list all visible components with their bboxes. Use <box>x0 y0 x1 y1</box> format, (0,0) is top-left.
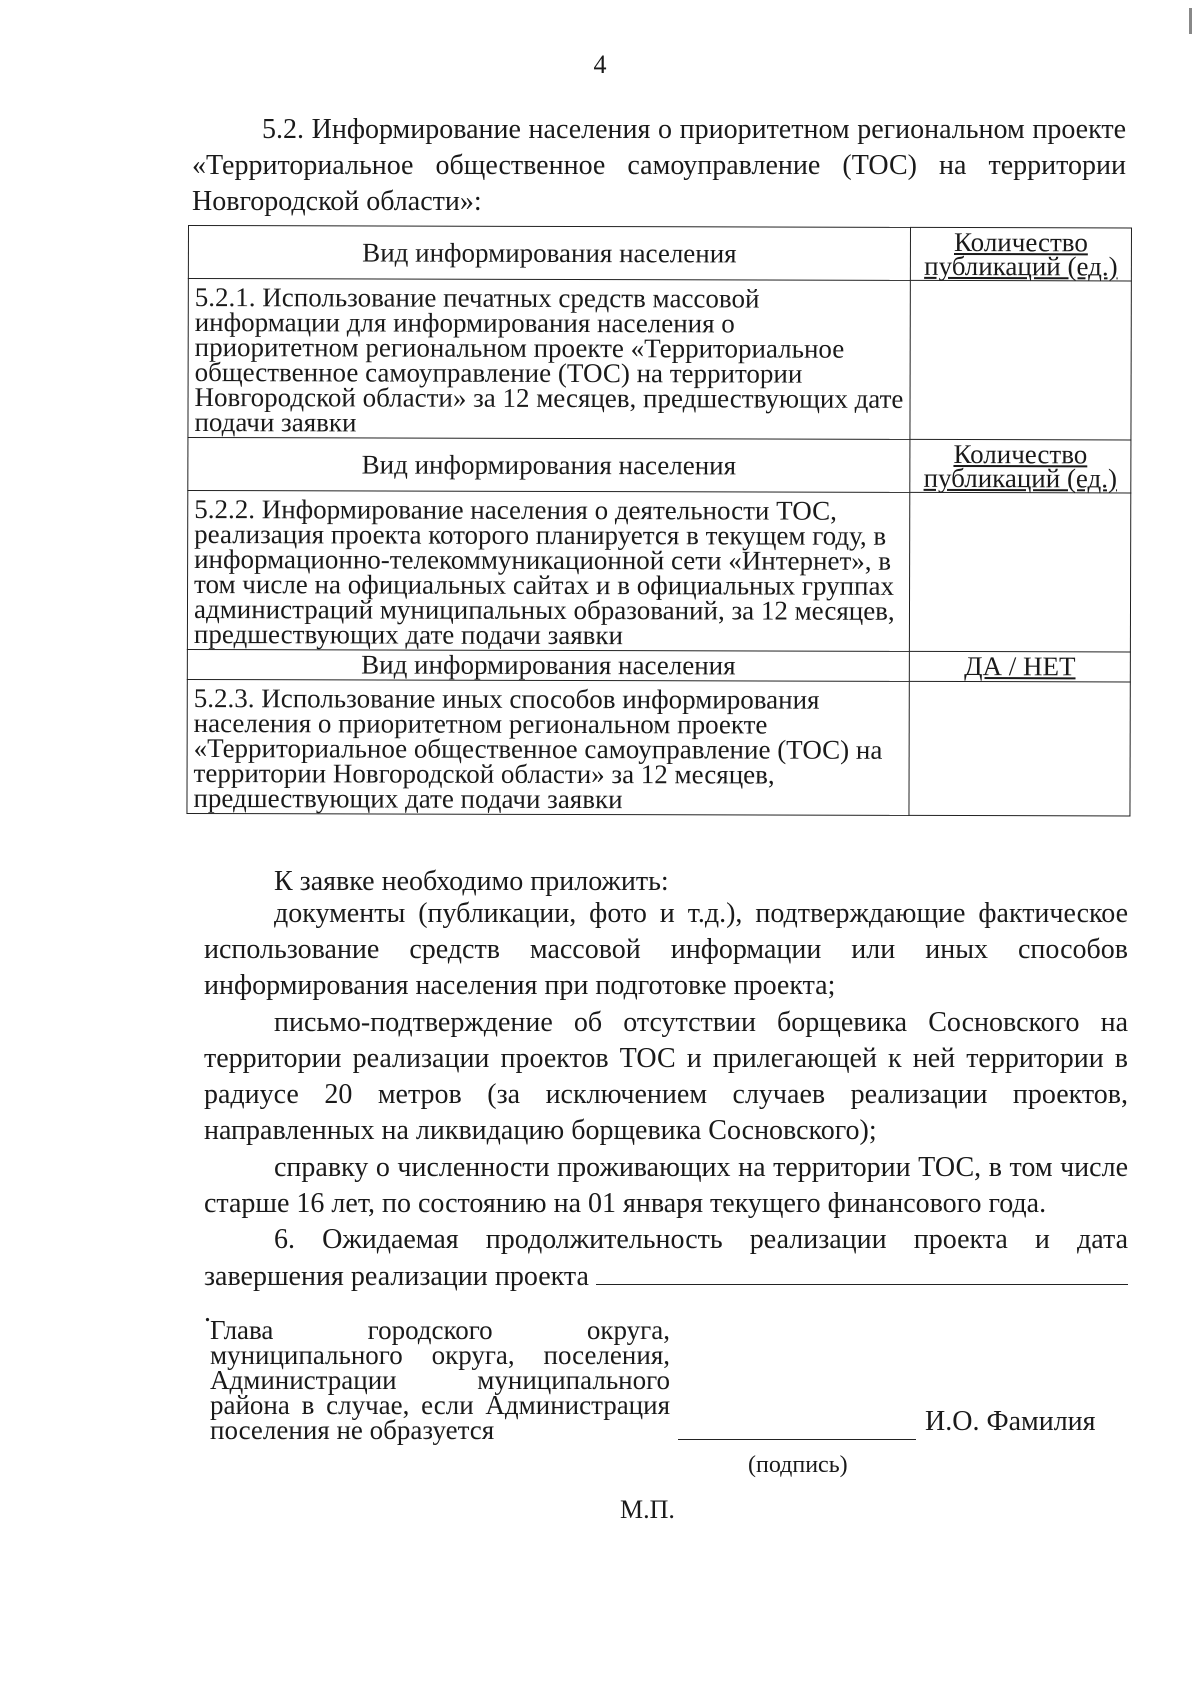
item-5-2-1-value-cell[interactable] <box>910 280 1131 440</box>
table-row <box>187 679 1130 815</box>
item-5-2-2-description: 5.2.2. Информирование населения о деятельности ТОС, реализация проекта которого планируется в текущем году, в информационно-телекоммуникационной сети «Интернет», в том числе на официальных сайтах и в официальных группах администраций муниципальных образований, за 12 месяцев, предшествующих дате подачи заявки <box>187 491 909 652</box>
item-6-end-mark: . <box>204 1297 211 1328</box>
item-5-2-1-description: 5.2.1. Использование печатных средств массовой информации для информирования населения о приоритетном региональном проекте «Территориальное общественное самоуправление (ТОС) на территории Новгородской области» за 12 месяцев, предшествующих дате подачи заявки <box>188 279 910 440</box>
page-number: 4 <box>593 50 607 79</box>
table-row <box>187 491 1130 652</box>
item-6-text: 6. Ожидаемая продолжительность реализации проекта и дата завершения реализации проекта <box>204 1224 1128 1292</box>
info-type-header: Вид информирования населения <box>188 438 910 493</box>
table-header-row <box>187 649 1130 681</box>
item-5-2-3-description: 5.2.3. Использование иных способов информирования населения о приоритетном региональном проекте «Территориальное общественное самоуправление (ТОС) на территории Новгородской области» за 12 месяцев, предшествующих дате подачи заявки <box>187 679 909 815</box>
attachment-letter: письмо-подтверждение об отсутствии борщевика Сосновского на территории реализации проектов ТОС и прилегающей к ней территории в радиусе 20 метров (за исключением случаев реализации проектов, направленных на ликвидацию борщевика Сосновского); <box>204 1007 1128 1146</box>
info-type-header: Вид информирования населения <box>188 226 910 281</box>
section-5-2-intro: 5.2. Информирование населения о приоритетном региональном проекте «Территориальное общественное самоуправление (ТОС) на территории Новгородской области»: <box>192 114 1126 217</box>
attachments-title: К заявке необходимо приложить: <box>274 866 669 897</box>
table-row <box>188 279 1131 440</box>
stamp-place-label: М.П. <box>620 1495 675 1524</box>
info-type-header: Вид информирования населения <box>187 649 909 681</box>
count-header-line-2: публикаций (ед.) <box>924 250 1118 282</box>
yes-no-header: ДА / НЕТ <box>909 651 1130 682</box>
signature-line[interactable] <box>678 1439 916 1440</box>
publication-count-header <box>910 439 1131 493</box>
attachment-documents: документы (публикации, фото и т.д.), подтверждающие фактическое использование средств массовой информации или иных способов информирования населения при подготовке проекта; <box>204 898 1128 1001</box>
item-5-2-3-value-cell[interactable] <box>909 681 1130 816</box>
count-header-line-1: Количество <box>953 227 1088 258</box>
item-5-2-2-value-cell[interactable] <box>909 492 1130 652</box>
signatory-role: Глава городского округа, муниципального округа, поселения, Администрации муниципального района в случае, если Администрация поселения не образуется <box>210 1315 670 1445</box>
table-header-row <box>188 438 1131 493</box>
attachment-certificate: справку о численности проживающих на территории ТОС, в том числе старше 16 лет, по состоянию на 01 января текущего финансового года. <box>204 1152 1128 1219</box>
signer-name: И.О. Фамилия <box>925 1406 1096 1437</box>
publication-count-header <box>910 227 1131 281</box>
table-header-row <box>188 226 1131 281</box>
completion-date-field[interactable] <box>596 1258 1128 1285</box>
count-header-line-2: публикаций (ед.) <box>923 462 1118 494</box>
count-header-line-1: Количество <box>953 439 1088 470</box>
scan-edge-mark <box>1189 8 1192 34</box>
information-table <box>186 225 1132 816</box>
signature-caption: (подпись) <box>748 1452 848 1478</box>
